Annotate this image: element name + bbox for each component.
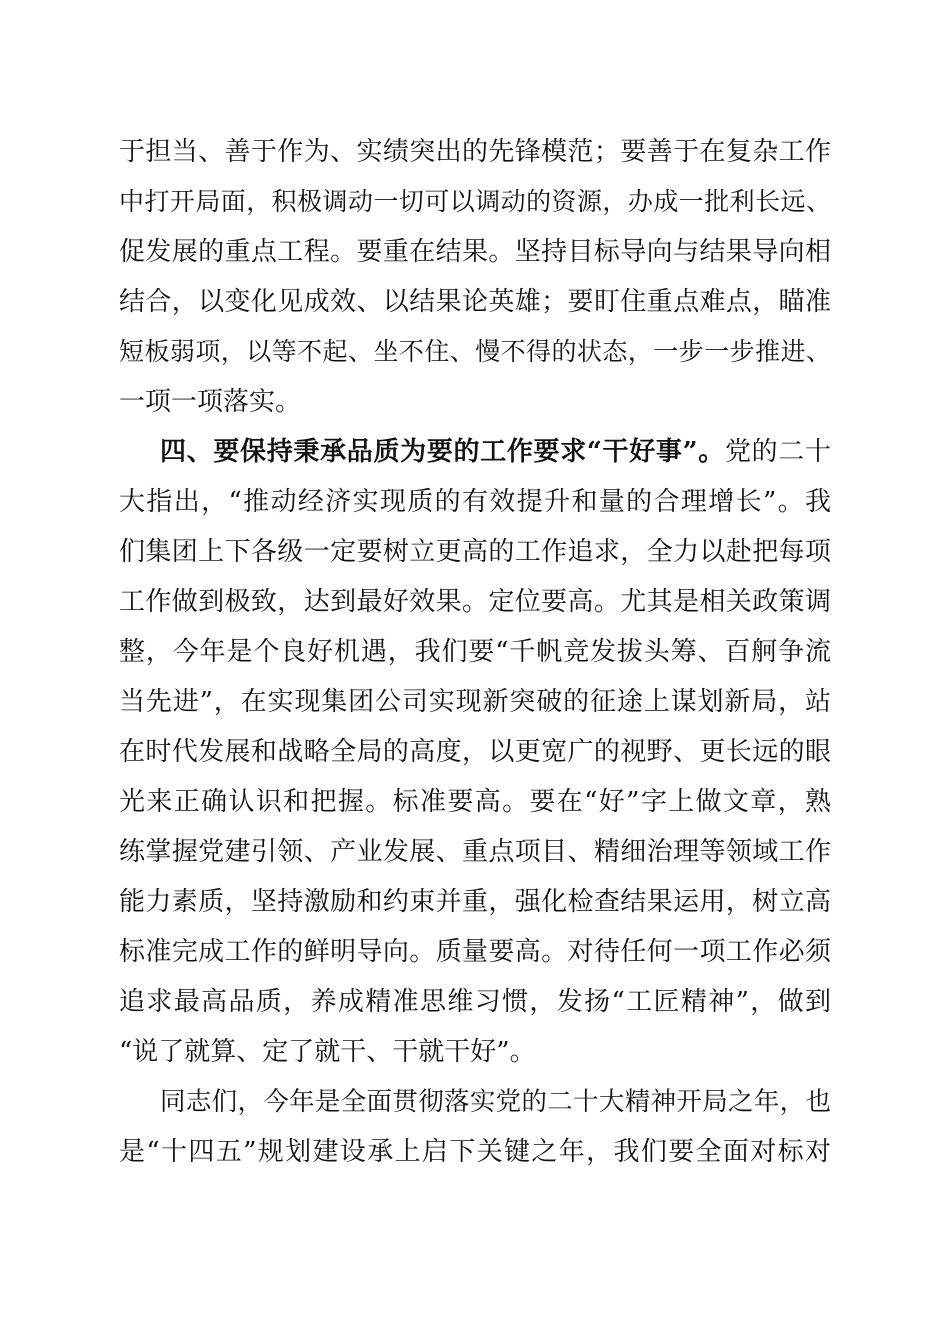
paragraph-1-line-4: 结合，以变化见成效、以结果论英雄；要盯住重点难点，瞄准 (119, 287, 831, 317)
paragraph-2-line-10: 能力素质，坚持激励和约束并重，强化检查结果运用，树立高 (119, 887, 831, 917)
paragraph-2-line-2: 大指出，“推动经济实现质的有效提升和量的合理增长”。我 (119, 487, 831, 517)
paragraph-1-line-3: 促发展的重点工程。要重在结果。坚持目标导向与结果导向相 (119, 237, 831, 267)
paragraph-2-first-line (160, 428, 831, 476)
paragraph-2-line-4: 工作做到极致，达到最好效果。定位要高。尤其是相关政策调 (119, 587, 831, 617)
paragraph-2-line-3: 们集团上下各级一定要树立更高的工作追求，全力以赴把每项 (119, 537, 831, 567)
paragraph-3-line-1: 同志们，今年是全面贯彻落实党的二十大精神开局之年，也 (160, 1087, 831, 1117)
paragraph-3-line-2: 是“十四五”规划建设承上启下关键之年，我们要全面对标对 (119, 1137, 831, 1167)
paragraph-2-line-11: 标准完成工作的鲜明导向。质量要高。对待任何一项工作必须 (119, 937, 831, 967)
paragraph-2-line-12: 追求最高品质，养成精准思维习惯，发扬“工匠精神”，做到 (119, 987, 831, 1017)
paragraph-2-first-line-rest: 党的二十 (724, 437, 831, 467)
paragraph-2-line-13: “说了就算、定了就干、干就干好”。 (119, 1037, 536, 1067)
paragraph-2-line-7: 在时代发展和战略全局的高度，以更宽广的视野、更长远的眼 (119, 737, 831, 767)
paragraph-2-line-6: 当先进”，在实现集团公司实现新突破的征途上谋划新局，站 (119, 687, 831, 717)
section-heading: 四、要保持秉承品质为要的工作要求“干好事”。 (160, 437, 725, 467)
paragraph-1-line-5: 短板弱项，以等不起、坐不住、慢不得的状态，一步一步推进、 (119, 337, 831, 366)
paragraph-1-line-6: 一项一项落实。 (119, 387, 302, 417)
paragraph-2-line-8: 光来正确认识和把握。标准要高。要在“好”字上做文章，熟 (119, 787, 831, 817)
paragraph-1-line-1: 于担当、善于作为、实绩突出的先锋模范；要善于在复杂工作 (119, 137, 831, 167)
paragraph-2-line-5: 整，今年是个良好机遇，我们要“千帆竞发拔头筹、百舸争流 (119, 637, 831, 667)
paragraph-2-line-9: 练掌握党建引领、产业发展、重点项目、精细治理等领域工作 (119, 837, 831, 867)
paragraph-1-line-2: 中打开局面，积极调动一切可以调动的资源，办成一批利长远、 (119, 187, 831, 216)
